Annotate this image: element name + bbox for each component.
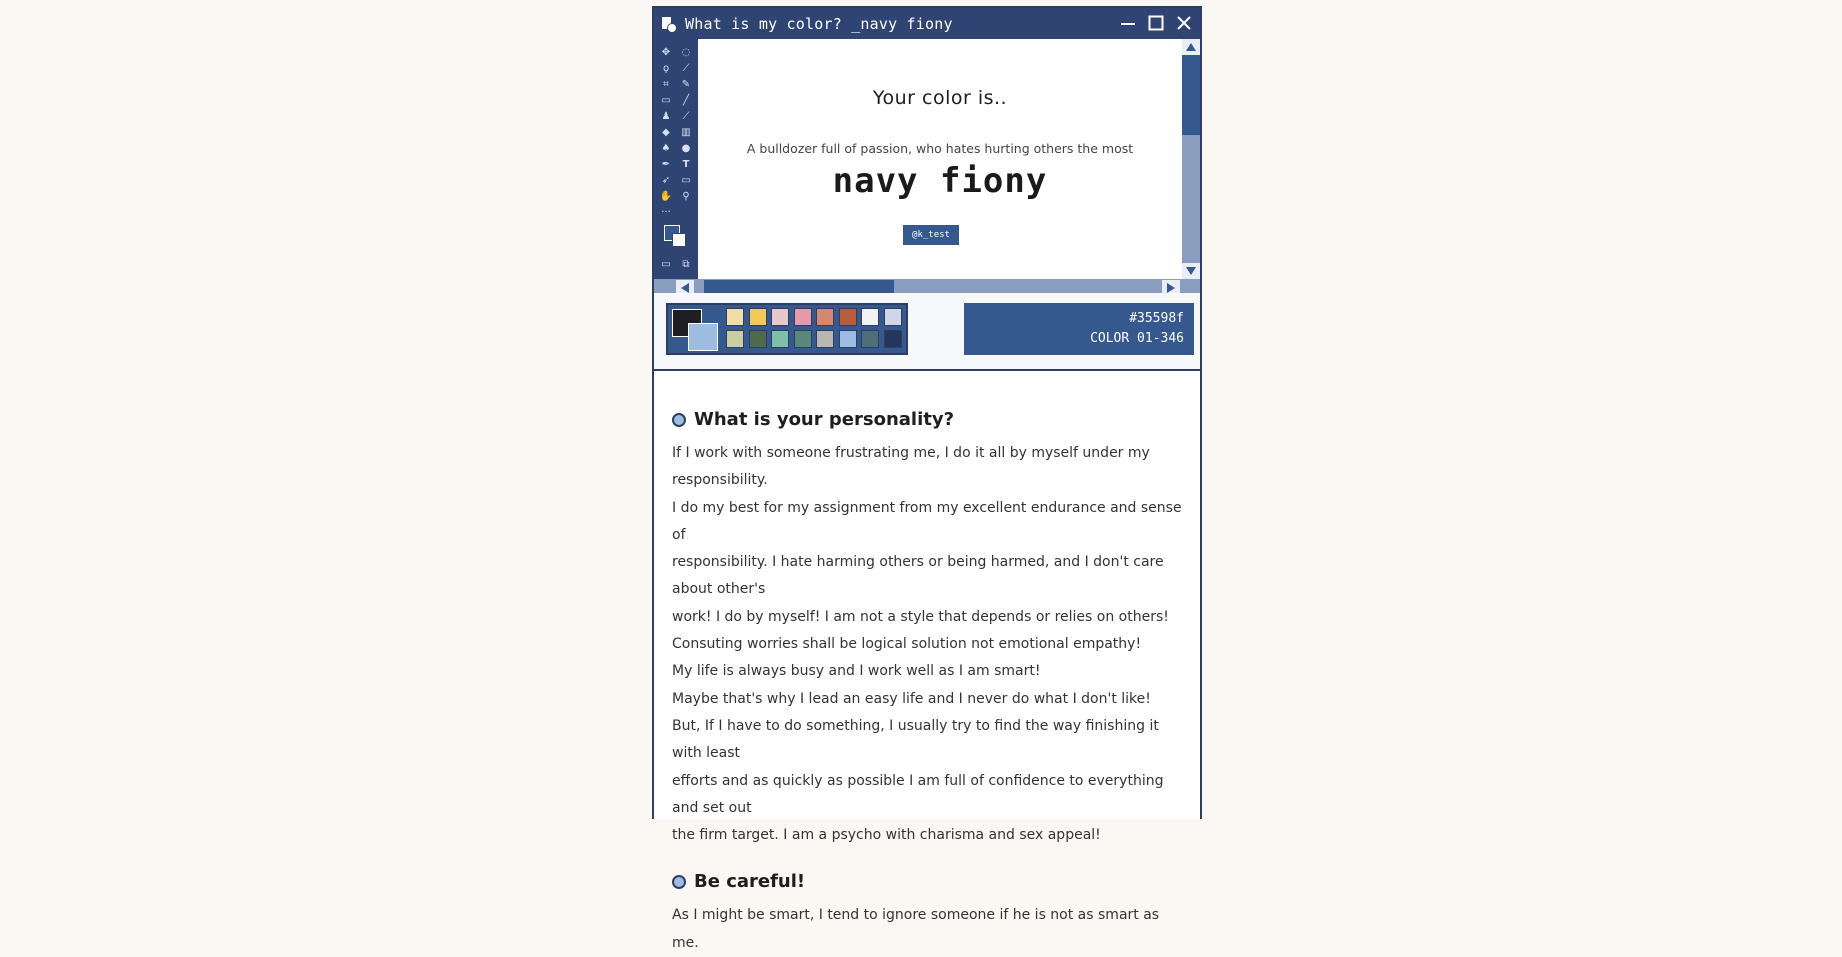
type-icon[interactable]: T xyxy=(682,159,690,170)
dodge-icon[interactable]: ● xyxy=(681,143,691,154)
palette-swatch[interactable] xyxy=(884,330,902,348)
description-content xyxy=(654,371,1200,957)
color-hex: #35598f xyxy=(1129,311,1184,326)
close-icon xyxy=(1176,15,1192,31)
editor-area xyxy=(654,39,1200,293)
palette-bar xyxy=(654,293,1200,371)
scroll-up-button[interactable] xyxy=(1182,39,1200,55)
palette-swatch[interactable] xyxy=(839,308,857,326)
color-code: COLOR 01-346 xyxy=(1090,331,1184,346)
arrow-down-icon xyxy=(1185,266,1197,276)
palette-swatch[interactable] xyxy=(861,308,879,326)
shape-icon[interactable]: ▭ xyxy=(681,175,691,186)
paragraph-line: work! I do by myself! I am not a style that depends or relies on others! xyxy=(672,608,1169,625)
palette-swatch[interactable] xyxy=(726,308,744,326)
pen-icon[interactable]: ✒ xyxy=(661,159,671,170)
screen-mode-icon[interactable]: ⧉ xyxy=(682,259,690,270)
magic-wand-icon[interactable]: ⟋ xyxy=(682,63,690,74)
minimize-button[interactable] xyxy=(1116,11,1140,35)
palette-swatch[interactable] xyxy=(839,330,857,348)
palette-swatch[interactable] xyxy=(794,308,812,326)
palette-swatch[interactable] xyxy=(771,330,789,348)
app-icon xyxy=(661,16,677,32)
section-personality-title: What is your personality? xyxy=(672,409,1182,430)
fg-bg-colors[interactable] xyxy=(672,309,716,349)
lasso-icon[interactable]: ϙ xyxy=(662,63,670,74)
ellipse-select-icon[interactable]: ◌ xyxy=(681,47,691,58)
palette-swatch[interactable] xyxy=(816,308,834,326)
history-brush-icon[interactable]: ⟋ xyxy=(682,111,690,122)
scroll-down-button[interactable] xyxy=(1182,263,1200,279)
hand-icon[interactable]: ✋ xyxy=(659,191,673,202)
section-careful-body xyxy=(672,902,1182,957)
paragraph-line: My life is always busy and I work well as I am smart! xyxy=(672,663,1041,680)
eraser-icon[interactable]: ◆ xyxy=(662,127,670,138)
brush-icon[interactable]: ╱ xyxy=(682,95,690,106)
bullet-icon xyxy=(672,875,686,889)
palette-swatch[interactable] xyxy=(816,330,834,348)
quick-mask-icon[interactable]: ▭ xyxy=(661,259,671,270)
section-careful-title: Be careful! xyxy=(672,871,1182,892)
path-select-icon[interactable]: ➶ xyxy=(661,175,671,186)
app-window xyxy=(652,6,1202,951)
arrow-up-icon xyxy=(1185,42,1197,52)
blur-icon[interactable]: ♠ xyxy=(661,143,671,154)
paragraph-line: If I work with someone frustrating me, I do it all by myself under my responsibility. xyxy=(672,445,1150,489)
minimize-icon xyxy=(1120,15,1136,31)
close-button[interactable] xyxy=(1172,11,1196,35)
color-name: navy fiony xyxy=(832,161,1048,201)
stamp-icon[interactable]: ♟ xyxy=(661,111,671,122)
move-icon[interactable]: ✥ xyxy=(661,47,671,58)
color-info xyxy=(964,303,1194,355)
gradient-icon[interactable]: ▥ xyxy=(681,127,691,138)
paragraph-line: Consuting worries shall be logical solution not emotional empathy! xyxy=(672,636,1142,653)
color-palette xyxy=(666,303,908,355)
author-tag[interactable]: @k_test xyxy=(903,225,959,245)
maximize-button[interactable] xyxy=(1144,11,1168,35)
background-color-chip[interactable] xyxy=(672,233,686,247)
zoom-icon[interactable]: ⚲ xyxy=(682,191,690,202)
healing-icon[interactable]: ▭ xyxy=(661,95,671,106)
paragraph-line: responsibility. I hate harming others or being harmed, and I don't care about other's xyxy=(672,554,1164,598)
more-icon[interactable]: ··· xyxy=(661,207,671,218)
paragraph-line: efforts and as quickly as possible I am full of confidence to everything and set out xyxy=(672,772,1164,816)
paragraph-line: the firm target. I am a psycho with charisma and sex appeal! xyxy=(672,827,1101,844)
palette-swatch[interactable] xyxy=(861,330,879,348)
paragraph-line: As I might be smart, I tend to ignore someone if he is not as smart as me. xyxy=(672,907,1160,951)
crop-icon[interactable]: ⌗ xyxy=(663,79,669,90)
paragraph-line: Maybe that's why I lead an easy life and I never do what I don't like! xyxy=(672,690,1151,707)
canvas xyxy=(698,39,1182,279)
eyedropper-icon[interactable]: ✎ xyxy=(681,79,691,90)
vertical-scrollbar[interactable] xyxy=(1182,39,1200,279)
palette-swatch[interactable] xyxy=(749,308,767,326)
vertical-scroll-thumb[interactable] xyxy=(1182,55,1200,135)
palette-swatch[interactable] xyxy=(771,308,789,326)
palette-swatch[interactable] xyxy=(726,330,744,348)
palette-swatch[interactable] xyxy=(749,330,767,348)
background-swatch[interactable] xyxy=(688,323,718,351)
palette-swatch[interactable] xyxy=(794,330,812,348)
toolbox xyxy=(654,39,698,279)
paragraph-line: But, If I have to do something, I usually try to find the way finishing it with least xyxy=(672,717,1159,762)
paragraph-line: I do my best for my assignment from my excellent endurance and sense of xyxy=(672,499,1182,543)
title-bar[interactable] xyxy=(654,8,1200,39)
bullet-icon xyxy=(672,413,686,427)
window-title: What is my color? _navy fiony xyxy=(685,14,953,33)
section-personality-body xyxy=(672,440,1182,849)
maximize-icon xyxy=(1148,15,1164,31)
result-description: A bulldozer full of passion, who hates hurting others the most xyxy=(746,141,1134,156)
palette-swatch[interactable] xyxy=(884,308,902,326)
result-heading: Your color is.. xyxy=(872,87,1008,109)
